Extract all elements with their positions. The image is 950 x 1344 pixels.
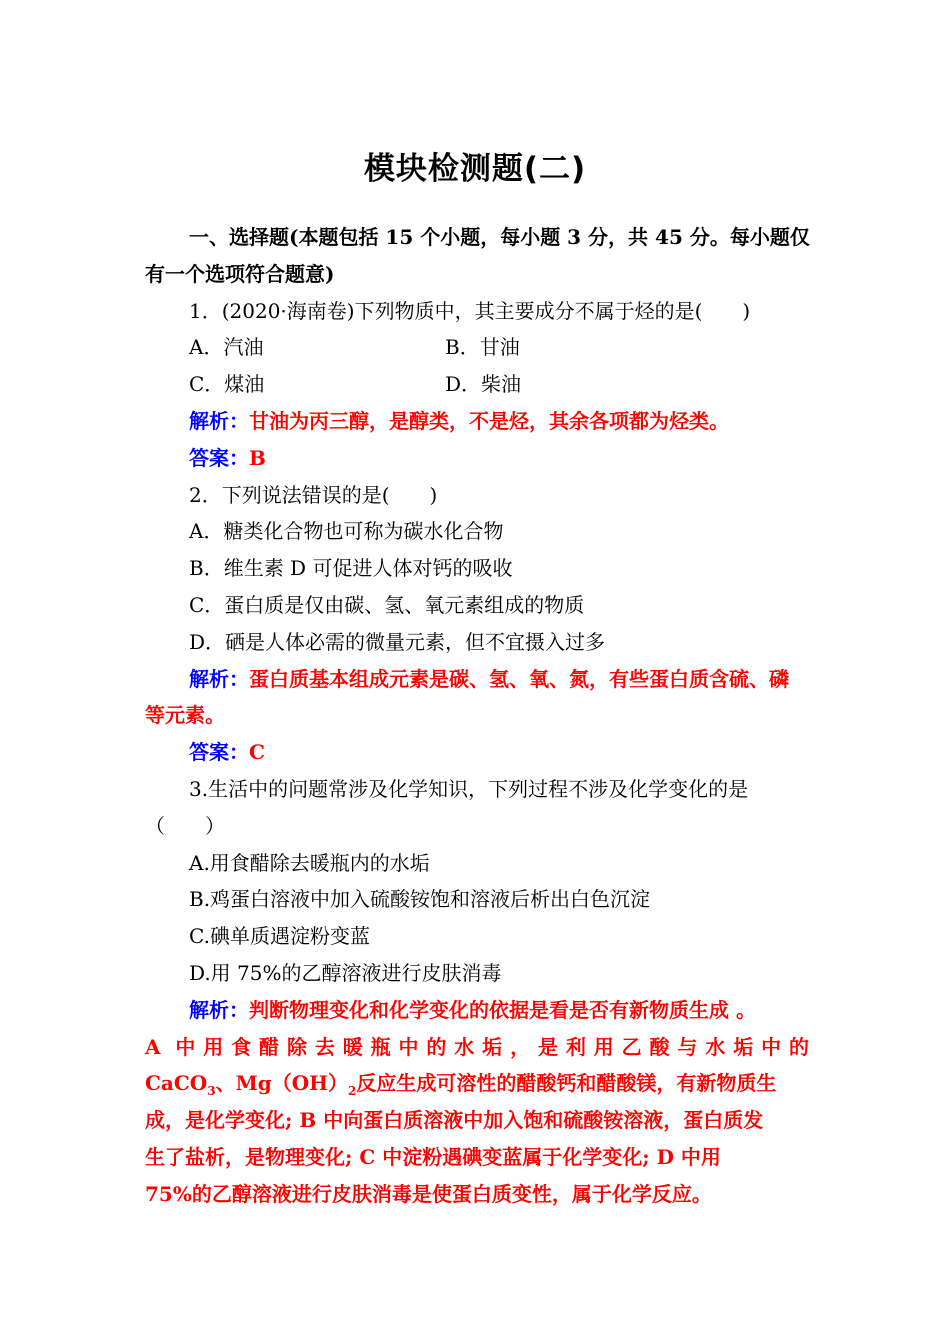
q3-analysis-text-2: A 中用食醋除去暖瓶中的水垢，是利用乙酸与水垢中的	[145, 1034, 809, 1059]
q1-option-d: D．柴油	[445, 372, 522, 397]
q3-analysis-text-4: 成，是化学变化; B 中向蛋白质溶液中加入饱和硫酸铵溶液，蛋白质发	[145, 1108, 764, 1133]
q3-analysis-line-1	[145, 992, 809, 1029]
q2-option-d: D．硒是人体必需的微量元素，但不宜摄入过多	[189, 629, 606, 654]
q3-analysis-label: 解析：	[189, 997, 249, 1022]
q2-option-b: B．维生素 D 可促进人体对钙的吸收	[189, 556, 513, 581]
q1-option-c: C．煤油	[189, 372, 265, 397]
q3-analysis-text-5: 生了盐析，是物理变化; C 中淀粉遇碘变蓝属于化学变化; D 中用	[145, 1144, 721, 1169]
q3-option-d: D.用 75%的乙醇溶液进行皮肤消毒	[189, 960, 502, 985]
q1-option-a: A．汽油	[189, 335, 264, 360]
section-head: 一、选择题	[189, 225, 289, 249]
q1-answer-value: B	[249, 445, 266, 470]
q2-option-c: C．蛋白质是仅由碳、氢、氧元素组成的物质	[189, 592, 585, 617]
q3-analysis-text-1: 判断物理变化和化学变化的依据是看是否有新物质生成 。	[249, 997, 756, 1022]
q1-option-b: B．甘油	[445, 335, 520, 360]
q2-analysis-line-1	[145, 661, 809, 698]
q3-option-b: B.鸡蛋白溶液中加入硫酸铵饱和溶液后析出白色沉淀	[189, 887, 651, 912]
q3-stem-2: （ ）	[145, 813, 225, 838]
q2-answer-label: 答案：	[189, 740, 249, 765]
q2-analysis-text-2: 等元素。	[145, 703, 225, 728]
q3-stem-1: 3.生活中的问题常涉及化学知识，下列过程不涉及化学变化的是	[189, 776, 749, 801]
q3-analysis-sub-2: 2	[348, 1084, 357, 1099]
q1-options-row-1	[145, 329, 809, 366]
q2-option-a: A．糖类化合物也可称为碳水化合物	[189, 519, 504, 544]
q1-stem: 1．(2020·海南卷)下列物质中，其主要成分不属于烃的是( )	[189, 298, 751, 323]
q2-analysis-label: 解析：	[189, 666, 249, 691]
q3-analysis-line-3	[145, 1065, 809, 1102]
section-desc-1: (本题包括 15 个小题，每小题 3 分，共 45 分。每小题仅	[289, 225, 810, 249]
question-content	[145, 219, 809, 1213]
q1-answer-label: 答案：	[189, 445, 249, 470]
section-header	[145, 219, 809, 256]
q3-analysis-text-3c: 反应生成可溶性的醋酸钙和醋酸镁，有新物质生	[356, 1071, 777, 1096]
q1-options-row-2	[145, 366, 809, 403]
section-desc-2: 有一个选项符合题意)	[145, 261, 335, 286]
q3-option-a: A.用食醋除去暖瓶内的水垢	[189, 850, 430, 875]
q1-analysis-text: 甘油为丙三醇，是醇类，不是烃，其余各项都为烃类。	[249, 408, 729, 433]
q3-analysis-text-3b: 、Mg（OH）	[215, 1071, 349, 1096]
q1-answer	[145, 440, 809, 477]
q3-analysis-text-6: 75%的乙醇溶液进行皮肤消毒是使蛋白质变性，属于化学反应。	[145, 1181, 712, 1206]
q2-analysis-text-1: 蛋白质基本组成元素是碳、氢、氧、氮，有些蛋白质含硫、磷	[249, 666, 789, 691]
page-title: 模块检测题(二)	[363, 151, 587, 187]
q1-analysis-label: 解析：	[189, 408, 249, 433]
q2-stem: 2．下列说法错误的是( )	[189, 482, 438, 507]
q3-analysis-text-3a: CaCO	[145, 1071, 208, 1096]
q1-analysis	[145, 403, 809, 440]
q3-analysis-sub-1: 3	[207, 1084, 216, 1099]
q2-answer-value: C	[249, 740, 265, 765]
q3-option-c: C.碘单质遇淀粉变蓝	[189, 924, 370, 949]
q2-answer	[145, 734, 809, 771]
